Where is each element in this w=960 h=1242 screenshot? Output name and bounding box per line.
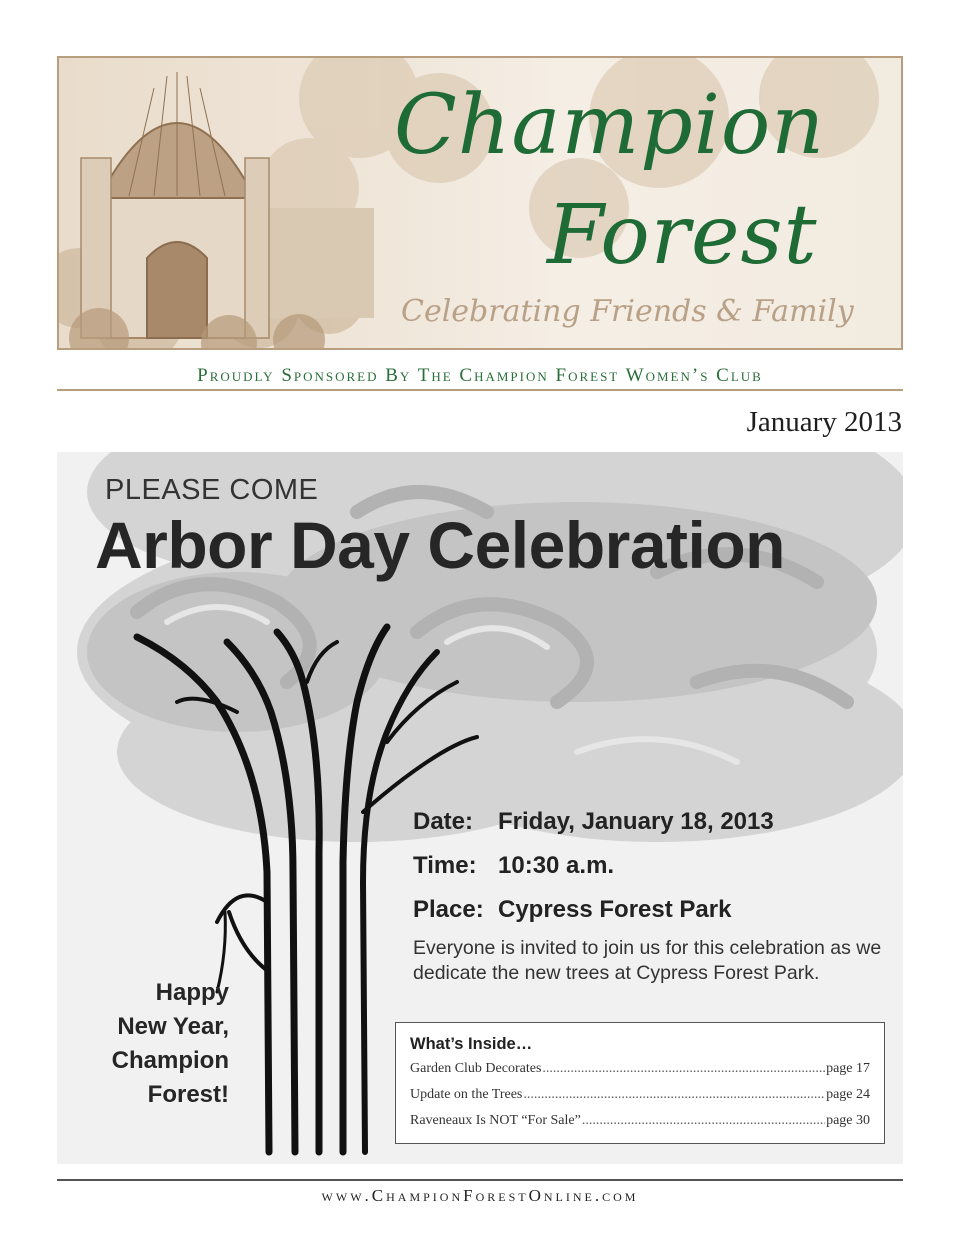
- arbor-day-poster: [57, 452, 903, 1164]
- toc-entry[interactable]: [410, 1113, 870, 1139]
- toc-entry-title: Raveneaux Is NOT “For Sale”: [410, 1113, 581, 1128]
- event-details: [413, 808, 774, 940]
- toc-entry[interactable]: [410, 1061, 870, 1087]
- sponsor-line: Proudly Sponsored By The Champion Forest Women’s Club: [197, 365, 763, 386]
- masthead-tagline: Celebrating Friends & Family: [401, 294, 854, 329]
- toc-entry-title: Update on the Trees: [410, 1087, 523, 1102]
- event-date-row: [413, 808, 774, 852]
- event-time-row: [413, 852, 774, 896]
- greeting-line: New Year,: [117, 1013, 229, 1040]
- date-label: Date:: [413, 808, 474, 835]
- header-divider: [57, 389, 903, 391]
- greeting-line: Champion: [111, 1047, 229, 1074]
- event-description: Everyone is invited to join us for this celebration as we dedicate the new trees at Cypress Forest Park.: [413, 937, 882, 984]
- greeting-line: Forest!: [147, 1081, 229, 1108]
- masthead-title-forest: Forest: [547, 188, 818, 283]
- event-place-row: [413, 896, 774, 940]
- poster-headline: Arbor Day Celebration: [95, 508, 785, 582]
- toc-entry[interactable]: [410, 1087, 870, 1113]
- toc-entry-title: Garden Club Decorates: [410, 1061, 542, 1076]
- poster-kicker: PLEASE COME: [105, 474, 319, 506]
- dot-leader: [523, 1087, 825, 1103]
- toc-entry-page: page 24: [826, 1087, 870, 1102]
- place-label: Place:: [413, 896, 484, 923]
- time-label: Time:: [413, 852, 477, 879]
- toc-entry-page: page 30: [826, 1113, 870, 1128]
- issue-date: January 2013: [746, 406, 902, 438]
- greeting-line: Happy: [155, 979, 229, 1006]
- toc-entry-page: page 17: [826, 1061, 870, 1076]
- date-value: Friday, January 18, 2013: [498, 808, 774, 835]
- dot-leader: [582, 1113, 825, 1129]
- place-value: Cypress Forest Park: [498, 896, 732, 923]
- dot-leader: [542, 1061, 825, 1077]
- masthead-banner: [57, 56, 903, 350]
- whats-inside-title: What’s Inside…: [410, 1035, 533, 1053]
- website-link[interactable]: www.ChampionForestOnline.com: [321, 1186, 639, 1205]
- footer-divider: [57, 1179, 903, 1181]
- time-value: 10:30 a.m.: [498, 852, 615, 879]
- masthead-title-champion: Champion: [394, 78, 826, 173]
- new-year-greeting: [57, 976, 229, 1112]
- whats-inside-box: [395, 1022, 885, 1144]
